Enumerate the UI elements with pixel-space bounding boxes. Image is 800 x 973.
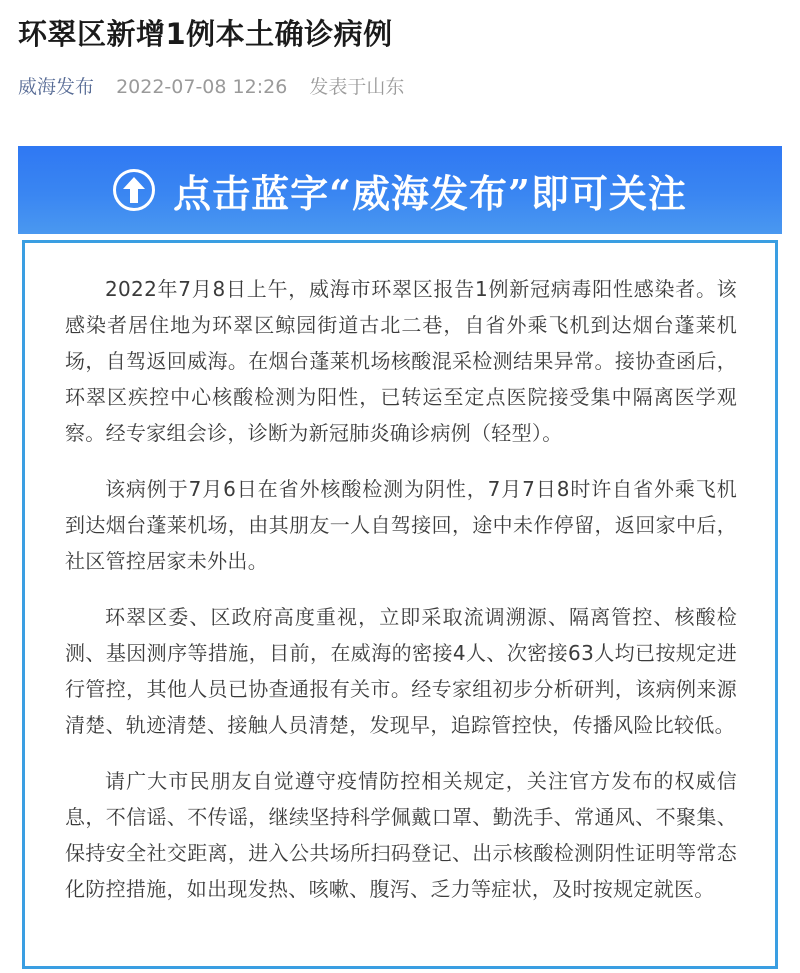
publish-location: 发表于山东	[309, 76, 405, 98]
account-name-link[interactable]: 威海发布	[18, 76, 95, 98]
paragraph: 2022年7月8日上午，威海市环翠区报告1例新冠病毒阳性感染者。该感染者居住地为环翠区鲸园街道古北二巷，自省外乘飞机到达烟台蓬莱机场，自驾返回威海。在烟台蓬莱机场核酸混采检测结果异常。接协查函后，环翠区疾控中心核酸检测为阳性，已转运至定点医院接受集中隔离医学观察。经专家组会诊，诊断为新冠肺炎确诊病例（轻型）。	[65, 277, 737, 445]
article-title: 环翠区新增1例本土确诊病例	[18, 17, 393, 51]
paragraph: 环翠区委、区政府高度重视，立即采取流调溯源、隔离管控、核酸检测、基因测序等措施，目前，在威海的密接4人、次密接63人均已按规定进行管控，其他人员已协查通报有关市。经专家组初步分析研判，该病例来源清楚、轨迹清楚、接触人员清楚，发现早，追踪管控快，传播风险比较低。	[65, 605, 737, 737]
publish-time: 2022-07-08 12:26	[116, 76, 288, 98]
paragraph: 请广大市民朋友自觉遵守疫情防控相关规定，关注官方发布的权威信息，不信谣、不传谣，继续坚持科学佩戴口罩、勤洗手、常通风、不聚集、保持安全社交距离，进入公共场所扫码登记、出示核酸检测阴性证明等常态化防控措施，如出现发热、咳嗽、腹泻、乏力等症状，及时按规定就医。	[65, 769, 737, 901]
up-arrow-circle-icon	[113, 169, 155, 211]
paragraph: 该病例于7月6日在省外核酸检测为阴性，7月7日8时许自省外乘飞机到达烟台蓬莱机场，由其朋友一人自驾接回，途中未作停留，返回家中后，社区管控居家未外出。	[65, 477, 737, 573]
article-meta	[18, 74, 404, 100]
follow-banner[interactable]	[18, 146, 782, 234]
article-body	[22, 240, 778, 969]
follow-banner-text: 点击蓝字“威海发布”即可关注	[173, 170, 687, 216]
